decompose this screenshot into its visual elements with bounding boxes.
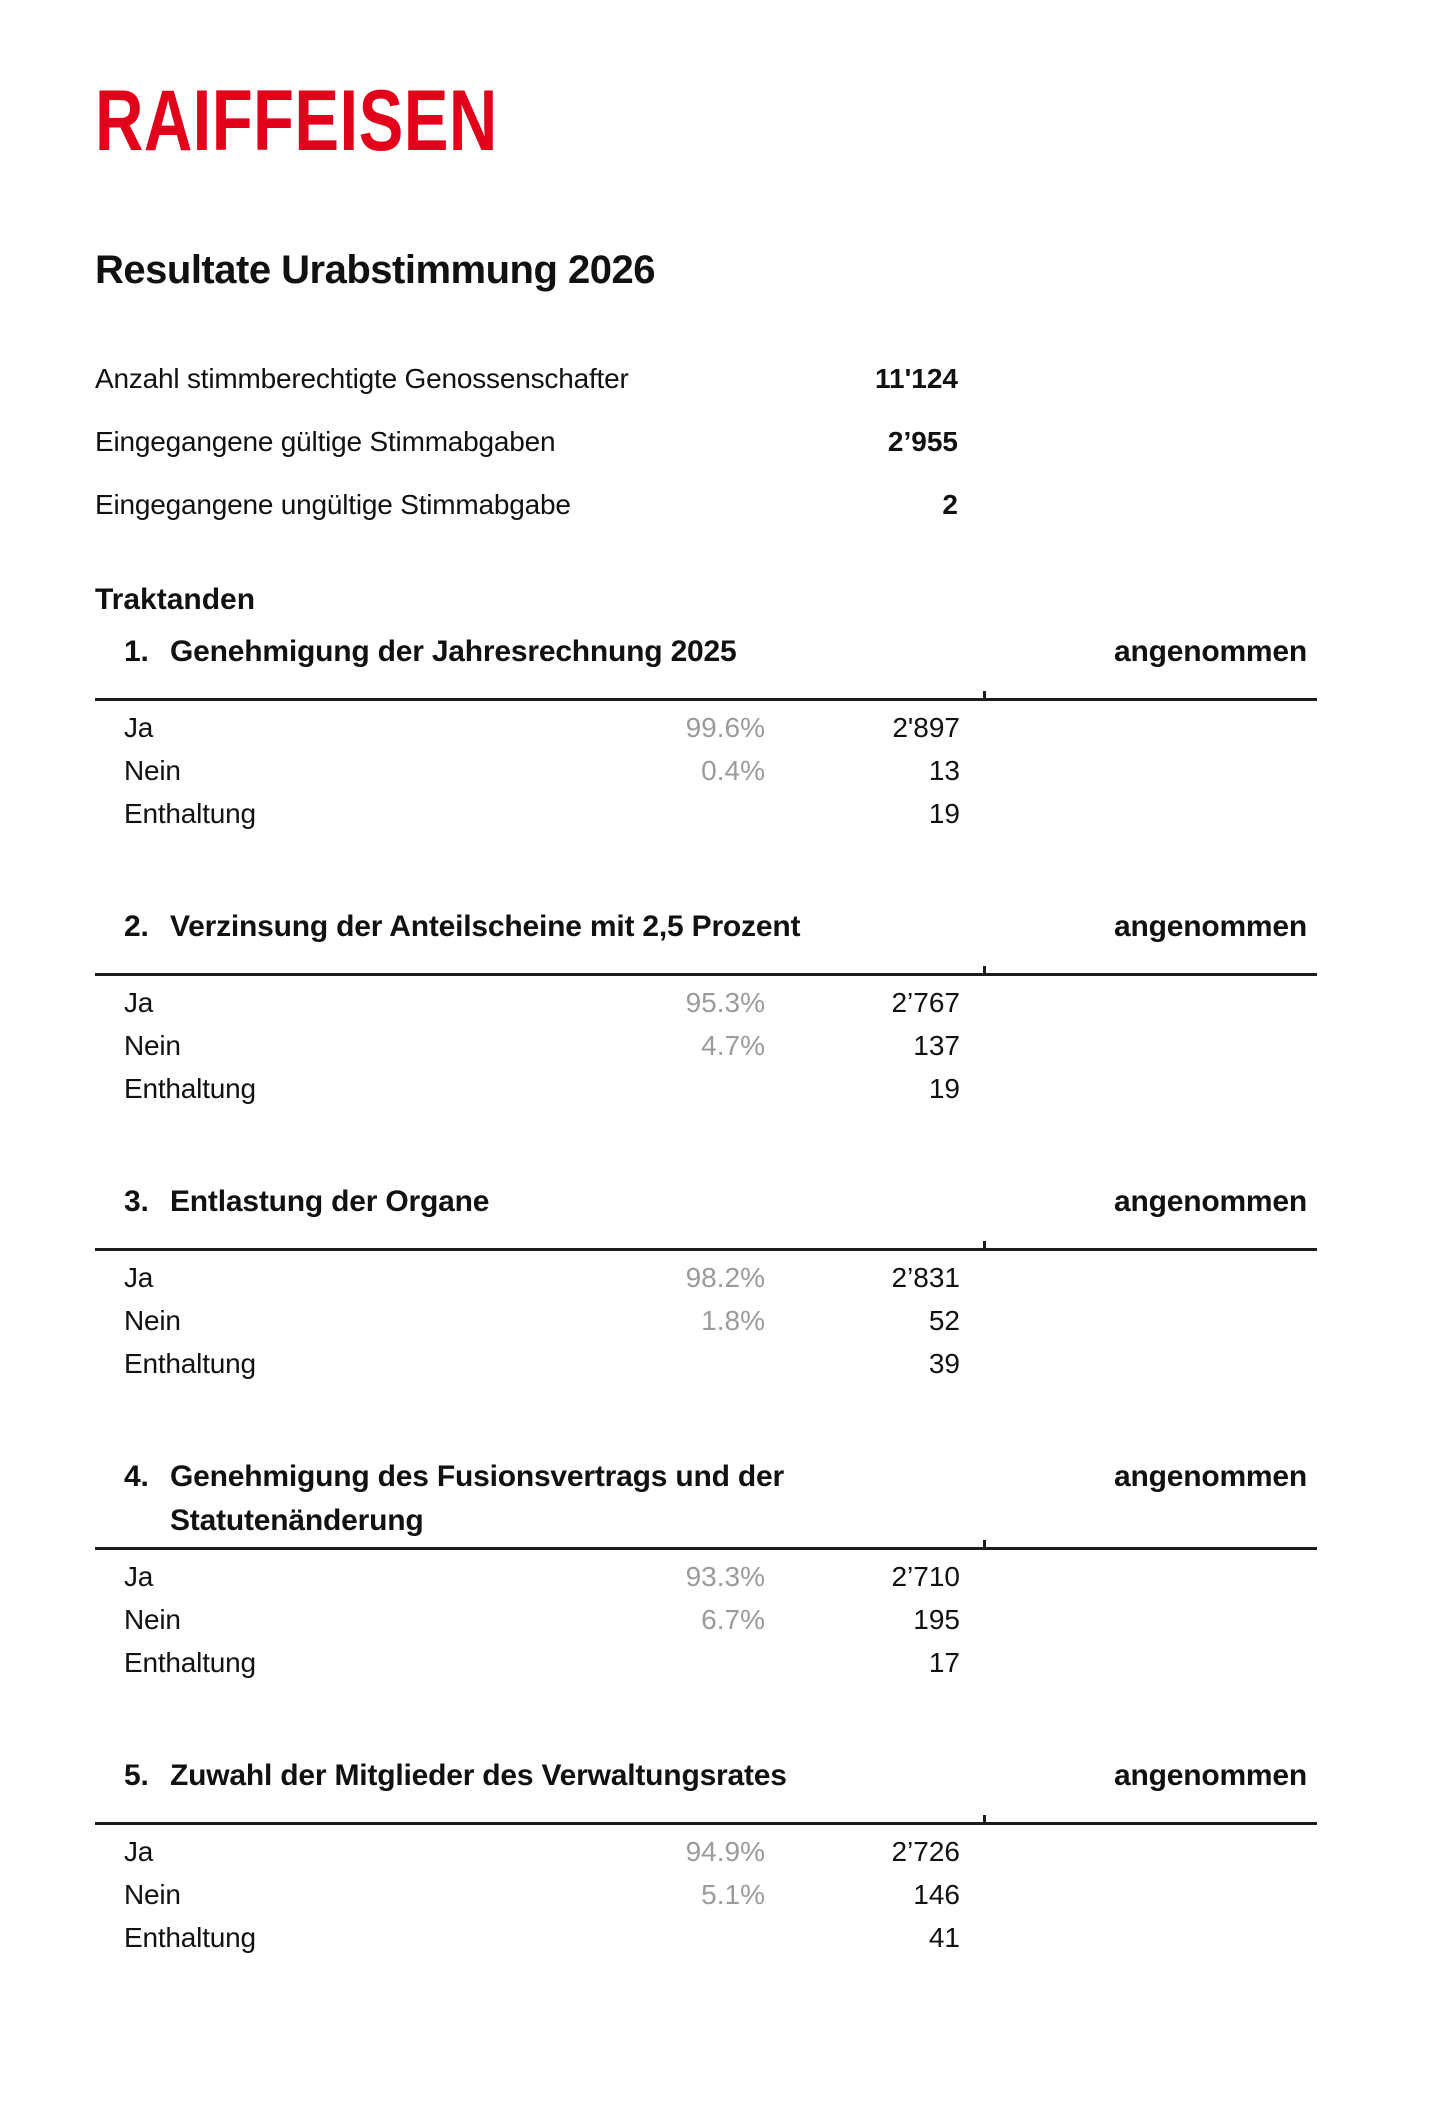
stat-row-valid-votes (95, 422, 958, 462)
vote-label: Enthaltung (124, 798, 256, 829)
vote-row-spacer (960, 749, 1317, 792)
vote-label: Ja (124, 1561, 154, 1592)
traktandum-3 (95, 1180, 1317, 1385)
vote-percent: 1.8% (701, 1305, 765, 1336)
vote-percent: 98.2% (685, 1262, 765, 1293)
item-heading (124, 1180, 1317, 1224)
traktandum-5 (95, 1754, 1317, 1959)
item-number: 2. (124, 910, 149, 943)
vote-label: Enthaltung (124, 1922, 256, 1953)
vote-percent: 94.9% (685, 1836, 765, 1867)
vote-count: 195 (913, 1604, 960, 1635)
vote-count: 19 (928, 798, 960, 829)
status-badge: angenommen (1113, 1460, 1307, 1493)
vote-row-spacer (960, 1830, 1317, 1873)
vote-percent (474, 1342, 765, 1385)
vote-percent: 93.3% (685, 1561, 765, 1592)
vote-percent (474, 1067, 765, 1110)
vote-percent: 99.6% (685, 712, 765, 743)
vote-count: 2'897 (892, 712, 960, 743)
vote-row-spacer (960, 1299, 1317, 1342)
status-badge: angenommen (1113, 910, 1307, 943)
vote-row-spacer (960, 1873, 1317, 1916)
vote-row-spacer (960, 1598, 1317, 1641)
vote-row-nein (95, 1024, 1317, 1067)
vote-percent (474, 792, 765, 835)
vote-label: Enthaltung (124, 1647, 256, 1678)
vote-table (95, 1825, 1317, 1959)
vote-label: Nein (124, 1879, 181, 1910)
vote-row-ja (95, 1555, 1317, 1598)
vote-count: 2’726 (891, 1836, 960, 1867)
vote-row-spacer (960, 981, 1317, 1024)
vote-label: Ja (124, 1262, 154, 1293)
vote-row-ja (95, 981, 1317, 1024)
rule-tick (983, 1540, 986, 1548)
vote-percent: 4.7% (701, 1030, 765, 1061)
vote-row-nein (95, 749, 1317, 792)
stat-row-eligible-members (95, 359, 958, 399)
stat-value: 2 (942, 489, 958, 520)
vote-row-ja (95, 706, 1317, 749)
vote-table (95, 701, 1317, 835)
vote-row-enthaltung (95, 792, 1317, 835)
item-number: 5. (124, 1759, 149, 1792)
table-rule (95, 973, 1317, 976)
vote-table (95, 1550, 1317, 1684)
item-number: 1. (124, 635, 149, 668)
vote-row-spacer (960, 1024, 1317, 1067)
vote-row-ja (95, 1830, 1317, 1873)
vote-row-nein (95, 1299, 1317, 1342)
item-heading (124, 1455, 1317, 1543)
vote-row-spacer (960, 792, 1317, 835)
vote-row-nein (95, 1598, 1317, 1641)
vote-row-spacer (960, 1342, 1317, 1385)
item-heading (124, 905, 1317, 949)
stat-value: 11'124 (875, 363, 958, 394)
table-rule (95, 698, 1317, 701)
summary-stats (95, 359, 958, 525)
vote-row-enthaltung (95, 1067, 1317, 1110)
vote-count: 52 (928, 1305, 960, 1336)
vote-percent: 95.3% (685, 987, 765, 1018)
status-badge: angenommen (1113, 1185, 1307, 1218)
traktandum-2 (95, 905, 1317, 1110)
table-rule (95, 1547, 1317, 1550)
vote-label: Nein (124, 1305, 181, 1336)
vote-label: Enthaltung (124, 1073, 256, 1104)
vote-label: Nein (124, 1604, 181, 1635)
vote-count: 17 (928, 1647, 960, 1678)
vote-count: 146 (913, 1879, 960, 1910)
vote-table (95, 1251, 1317, 1385)
vote-row-enthaltung (95, 1641, 1317, 1684)
stat-label: Eingegangene ungültige Stimmabgabe (95, 489, 571, 520)
stat-row-invalid-votes (95, 485, 958, 525)
stat-label: Eingegangene gültige Stimmabgaben (95, 426, 556, 457)
rule-tick (983, 691, 986, 699)
vote-label: Ja (124, 987, 154, 1018)
vote-row-ja (95, 1256, 1317, 1299)
vote-percent: 0.4% (701, 755, 765, 786)
vote-row-spacer (960, 706, 1317, 749)
vote-label: Ja (124, 712, 154, 743)
traktandum-4 (95, 1455, 1317, 1684)
vote-count: 19 (928, 1073, 960, 1104)
vote-row-spacer (960, 1555, 1317, 1598)
vote-row-nein (95, 1873, 1317, 1916)
item-title: Entlastung der Organe (170, 1185, 490, 1218)
vote-row-spacer (960, 1641, 1317, 1684)
traktandum-1 (95, 630, 1317, 835)
raiffeisen-logo: RAIFFEISEN (95, 73, 498, 169)
item-title: Zuwahl der Mitglieder des Verwaltungsrates (170, 1759, 787, 1792)
vote-row-spacer (960, 1256, 1317, 1299)
item-number: 3. (124, 1185, 149, 1218)
vote-label: Nein (124, 1030, 181, 1061)
vote-percent (474, 1641, 765, 1684)
vote-label: Ja (124, 1836, 154, 1867)
rule-tick (983, 1241, 986, 1249)
vote-count: 2’710 (891, 1561, 960, 1592)
item-number: 4. (124, 1460, 149, 1493)
vote-table (95, 976, 1317, 1110)
vote-count: 13 (928, 755, 960, 786)
vote-label: Enthaltung (124, 1348, 256, 1379)
vote-percent (474, 1916, 765, 1959)
item-title: Genehmigung der Jahresrechnung 2025 (170, 635, 737, 668)
vote-count: 137 (913, 1030, 960, 1061)
stat-value: 2’955 (887, 426, 958, 457)
status-badge: angenommen (1113, 635, 1307, 668)
vote-row-enthaltung (95, 1916, 1317, 1959)
rule-tick (983, 1815, 986, 1823)
rule-tick (983, 966, 986, 974)
vote-label: Nein (124, 755, 181, 786)
stat-label: Anzahl stimmberechtigte Genossenschafter (95, 363, 629, 394)
section-heading-traktanden: Traktanden (95, 583, 256, 616)
item-heading (124, 1754, 1317, 1798)
vote-count: 2’831 (891, 1262, 960, 1293)
vote-percent: 6.7% (701, 1604, 765, 1635)
table-rule (95, 1822, 1317, 1825)
page-title: Resultate Urabstimmung 2026 (95, 248, 656, 292)
vote-row-spacer (960, 1067, 1317, 1110)
status-badge: angenommen (1113, 1759, 1307, 1792)
vote-row-enthaltung (95, 1342, 1317, 1385)
vote-row-spacer (960, 1916, 1317, 1959)
item-title: Verzinsung der Anteilscheine mit 2,5 Prozent (170, 910, 801, 943)
vote-count: 2’767 (891, 987, 960, 1018)
table-rule (95, 1248, 1317, 1251)
item-heading (124, 630, 1317, 674)
item-title: Genehmigung des Fusionsvertrags und der Statutenänderung (170, 1460, 784, 1537)
vote-count: 39 (928, 1348, 960, 1379)
vote-count: 41 (928, 1922, 960, 1953)
vote-percent: 5.1% (701, 1879, 765, 1910)
